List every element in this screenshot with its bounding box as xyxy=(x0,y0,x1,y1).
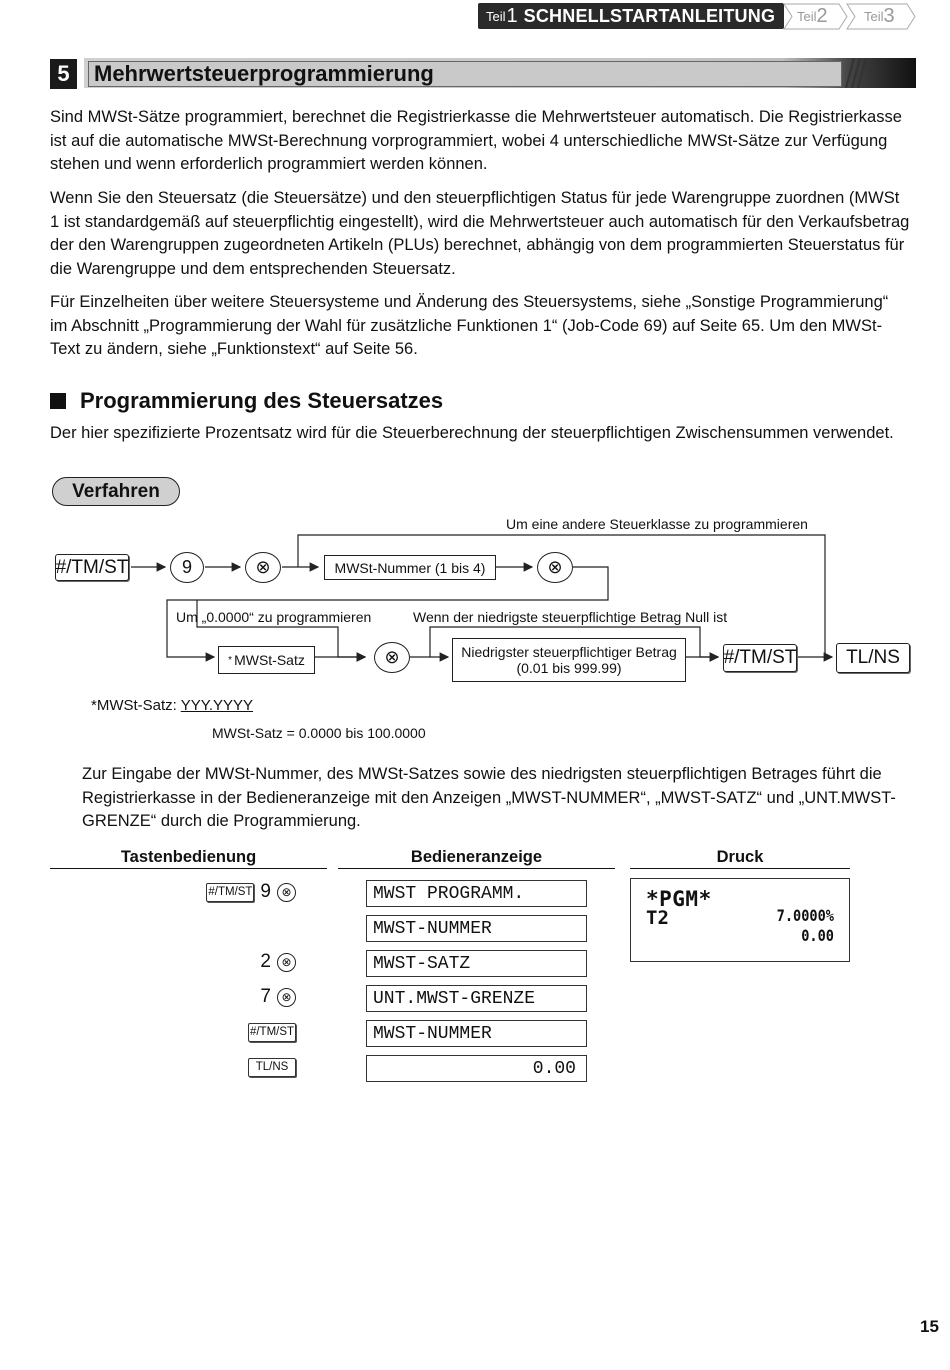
tab-part-2-prefix: Teil xyxy=(797,8,817,24)
box-mwst-number: MWSt-Nummer (1 bis 4) xyxy=(324,555,496,580)
key-tl-ns[interactable]: TL/NS xyxy=(836,643,910,673)
display-row-3: MWST-SATZ xyxy=(366,950,587,977)
rate-format-value: YYY.YYYY xyxy=(180,697,254,714)
receipt-min-amount: 0.00 xyxy=(801,926,834,945)
intro-paragraph-1: Sind MWSt-Sätze programmiert, berechnet die Registrierkasse die Mehrwertsteuer automatisch. Die Registrierkasse ist auf die automatische MWSt-Berechnung vorprogrammiert, wobei 4 unterschiedliche MWSt-Sätze zur Verfügung stehen und wenn erforderlich programmiert werden können. xyxy=(50,108,902,173)
tab-part-number: 1 xyxy=(506,4,518,27)
section-title: Mehrwertsteuerprogrammierung xyxy=(94,61,434,86)
page-number: 15 xyxy=(920,1317,939,1336)
receipt-tax-rate: 7.0000% xyxy=(776,906,834,925)
rate-footnote-star: * xyxy=(228,654,233,666)
key-x-multiply-1[interactable]: ⊗ xyxy=(245,552,281,583)
small-key-tl-ns[interactable]: TL/NS xyxy=(248,1058,296,1077)
label-min-amount-zero: Wenn der niedrigste steuerpflichtige Betrag Null ist xyxy=(413,609,728,625)
display-row-6: 0.00 xyxy=(366,1055,587,1082)
tab-part-prefix: Teil xyxy=(486,8,506,24)
min-amount-line2: (0.01 bis 999.99) xyxy=(516,660,622,676)
tab-part-3-number: 3 xyxy=(883,4,895,27)
key-row-1 xyxy=(200,880,296,904)
min-amount-line1: Niedrigster steuerpflichtiger Betrag xyxy=(461,644,677,660)
section-stripes-decoration xyxy=(838,58,878,88)
key-tm-st-start[interactable]: #/TM/ST xyxy=(55,554,129,581)
tab-part-2[interactable] xyxy=(797,3,828,29)
rate-range-note: MWSt-Satz = 0.0000 bis 100.0000 xyxy=(212,725,426,741)
column-head-print: Druck xyxy=(716,848,764,866)
key-row-4-number: 7 xyxy=(260,986,271,1007)
tab-part-title: SCHNELLSTARTANLEITUNG xyxy=(523,5,776,26)
small-key-tm-st[interactable]: #/TM/ST xyxy=(206,883,254,902)
subsection-heading xyxy=(50,388,443,414)
tab-part-1[interactable] xyxy=(478,3,784,29)
subsection-intro: Der hier spezifizierte Prozentsatz wird für die Steuerberechnung der steuerpflichtigen Zwischensummen verwendet. xyxy=(50,424,894,442)
section-number: 5 xyxy=(50,59,77,89)
explain-paragraph: Zur Eingabe der MWSt-Nummer, des MWSt-Satzes sowie des niedrigsten steuerpflichtigen Betrages führt die Registrierkasse in der Bedieneranzeige mit den Anzeigen „MWST-NUMMER“, „MWST-SATZ“ und „UNT.MWST-GRENZE“ durch die Programmierung. xyxy=(82,765,896,830)
intro-paragraph-3: Für Einzelheiten über weitere Steuersysteme und Änderung des Steuersystems, siehe „Sonstige Programmierung“ im Abschnitt „Programmierung der Wahl für zusätzliche Funktionen 1“ (Job-Code 69) auf Seite 65. Um den MWSt-Text zu ändern, siehe „Funktionstext“ auf Seite 56. xyxy=(50,293,889,358)
small-key-x[interactable]: ⊗ xyxy=(277,953,296,972)
subsection-title: Programmierung des Steuersatzes xyxy=(80,388,444,413)
key-row-1-number: 9 xyxy=(260,881,271,902)
column-rule-display xyxy=(338,868,615,869)
tab-part-3-prefix: Teil xyxy=(864,8,884,24)
box-min-taxable-amount xyxy=(452,638,686,682)
rate-label: MWSt-Satz xyxy=(234,652,305,668)
key-row-4 xyxy=(200,985,296,1009)
key-nine[interactable]: 9 xyxy=(170,552,204,583)
tab-part-2-number: 2 xyxy=(816,4,828,27)
column-head-display: Bedieneranzeige xyxy=(410,848,543,866)
key-x-multiply-2[interactable]: ⊗ xyxy=(537,552,573,583)
display-row-1: MWST PROGRAMM. xyxy=(366,880,587,907)
key-tm-st[interactable]: #/TM/ST xyxy=(723,644,797,672)
receipt-tax-label: T2 xyxy=(646,907,669,929)
small-key-tm-st[interactable]: #/TM/ST xyxy=(248,1023,296,1042)
receipt-pgm: *PGM* xyxy=(646,887,712,911)
column-rule-print xyxy=(630,868,850,869)
tab-part-3[interactable] xyxy=(864,3,895,29)
display-row-4: UNT.MWST-GRENZE xyxy=(366,985,587,1012)
small-key-x[interactable]: ⊗ xyxy=(277,988,296,1007)
label-other-tax-class: Um eine andere Steuerklasse zu programmieren xyxy=(506,516,808,532)
display-row-2: MWST-NUMMER xyxy=(366,915,587,942)
rate-format-note xyxy=(91,697,253,714)
key-row-3 xyxy=(200,950,296,974)
small-key-x[interactable]: ⊗ xyxy=(277,883,296,902)
key-x-multiply-3[interactable]: ⊗ xyxy=(374,642,410,673)
column-head-keys: Tastenbedienung xyxy=(120,848,257,866)
square-bullet-icon xyxy=(50,393,66,409)
column-rule-keys xyxy=(50,868,327,869)
rate-format-prefix: *MWSt-Satz: xyxy=(91,697,181,714)
key-row-6 xyxy=(200,1055,296,1079)
key-row-5 xyxy=(200,1020,296,1044)
key-row-3-number: 2 xyxy=(260,951,271,972)
box-mwst-rate xyxy=(218,646,315,674)
procedure-label: Verfahren xyxy=(52,477,180,506)
display-row-5: MWST-NUMMER xyxy=(366,1020,587,1047)
label-program-zero: Um „0.0000“ zu programmieren xyxy=(176,609,372,625)
intro-paragraph-2: Wenn Sie den Steuersatz (die Steuersätze) und den steuerpflichtigen Status für jede Warengruppe zuordnen (MWSt 1 ist standardgemäß auf steuerpflichtig eingestellt), wird die Mehrwertsteuer auch automatisch für den Verkaufsbetrag der den Warengruppen zugeordneten Artikeln (PLUs) berechnet, abhängig von dem programmierten Steuerstatus für die Warengruppe und dem entsprechenden Steuersatz. xyxy=(50,189,910,278)
